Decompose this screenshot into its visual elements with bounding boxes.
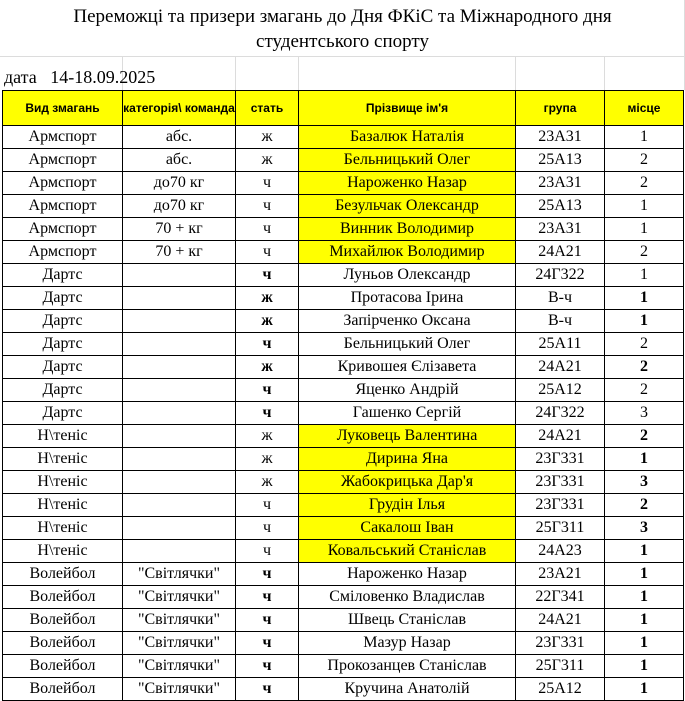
cell-category[interactable]: "Світлячки" [123,609,236,632]
cell-category[interactable]: "Світлячки" [123,678,236,701]
cell-sex[interactable]: ж [236,471,299,494]
table-row [3,195,684,218]
cell-name[interactable]: Запірченко Оксана [299,310,516,333]
cell-name[interactable]: Жабокрицька Дар'я [299,471,516,494]
cell-sex[interactable]: ж [236,310,299,333]
cell-sex[interactable]: ч [236,402,299,425]
cell-category[interactable] [123,494,236,517]
cell-place[interactable]: 1 [605,563,684,586]
cell-category[interactable] [123,540,236,563]
table-row [3,126,684,149]
cell-name[interactable]: Базалюк Наталія [299,126,516,149]
cell-name[interactable]: Винник Володимир [299,218,516,241]
cell-group[interactable]: 23А31 [516,218,605,241]
cell-group[interactable]: 25А13 [516,195,605,218]
date-label: дата 14-18.09.2025 [4,67,156,87]
table-row [3,563,684,586]
table-row [3,310,684,333]
cell-place[interactable]: 2 [605,333,684,356]
cell-name[interactable]: Грудін Ілья [299,494,516,517]
table-row [3,471,684,494]
cell-place[interactable]: 2 [605,172,684,195]
cell-group[interactable]: 24А21 [516,241,605,264]
cell-place[interactable]: 2 [605,425,684,448]
cell-category[interactable]: до70 кг [123,172,236,195]
cell-group[interactable]: 23Г331 [516,494,605,517]
header-sex[interactable]: стать [236,91,299,126]
cell-sex[interactable]: ч [236,264,299,287]
cell-place[interactable]: 2 [605,379,684,402]
cell-sex[interactable]: ч [236,195,299,218]
cell-sex[interactable]: ж [236,126,299,149]
cell-group[interactable]: 25А12 [516,379,605,402]
cell-category[interactable] [123,517,236,540]
header-row [3,91,684,126]
table-row [3,264,684,287]
table-row [3,678,684,701]
table-row [3,517,684,540]
cell-sport[interactable]: Н\теніс [3,425,123,448]
cell-sex[interactable]: ч [236,172,299,195]
cell-sex[interactable]: ж [236,149,299,172]
cell-sport[interactable]: Волейбол [3,632,123,655]
cell-category[interactable]: до70 кг [123,195,236,218]
cell-sport[interactable]: Дартс [3,379,123,402]
cell-sport[interactable]: Армспорт [3,172,123,195]
cell-category[interactable]: "Світлячки" [123,563,236,586]
cell-sex[interactable]: ч [236,563,299,586]
cell-place[interactable]: 3 [605,402,684,425]
cell-place[interactable]: 1 [605,310,684,333]
cell-name[interactable]: Яценко Андрій [299,379,516,402]
cell-group[interactable]: 23Г331 [516,448,605,471]
cell-name[interactable]: Кривошея Єлізавета [299,356,516,379]
cell-place[interactable]: 2 [605,241,684,264]
cell-name[interactable]: Луковець Валентина [299,425,516,448]
cell-sex[interactable]: ж [236,425,299,448]
cell-place[interactable]: 1 [605,287,684,310]
cell-sport[interactable]: Волейбол [3,563,123,586]
table-row [3,609,684,632]
cell-sport[interactable]: Дартс [3,310,123,333]
cell-sport[interactable]: Волейбол [3,678,123,701]
cell-group[interactable]: 24А21 [516,425,605,448]
cell-sport[interactable]: Н\теніс [3,471,123,494]
cell-category[interactable] [123,333,236,356]
cell-group[interactable]: 25А12 [516,678,605,701]
cell-category[interactable]: "Світлячки" [123,655,236,678]
cell-group[interactable]: 23А31 [516,126,605,149]
cell-name[interactable]: Кручина Анатолій [299,678,516,701]
cell-group[interactable]: В-ч [516,287,605,310]
cell-category[interactable]: абс. [123,149,236,172]
cell-place[interactable]: 1 [605,632,684,655]
cell-group[interactable]: 25Г311 [516,655,605,678]
cell-name[interactable]: Дирина Яна [299,448,516,471]
cell-place[interactable]: 1 [605,678,684,701]
cell-place[interactable]: 1 [605,448,684,471]
cell-category[interactable] [123,448,236,471]
table-row [3,172,684,195]
cell-sex[interactable]: ч [236,655,299,678]
cell-place[interactable]: 1 [605,218,684,241]
cell-place[interactable]: 2 [605,149,684,172]
cell-name[interactable]: Ковальський Станіслав [299,540,516,563]
date-row [0,56,685,90]
cell-sport[interactable]: Дартс [3,287,123,310]
page-title [0,0,685,56]
cell-group[interactable]: 23Г331 [516,632,605,655]
cell-name[interactable]: Нароженко Назар [299,563,516,586]
cell-group[interactable]: 24А23 [516,540,605,563]
table-row [3,448,684,471]
cell-sex[interactable]: ч [236,609,299,632]
cell-sport[interactable]: Н\теніс [3,517,123,540]
cell-category[interactable] [123,356,236,379]
cell-sport[interactable]: Армспорт [3,149,123,172]
cell-group[interactable]: 25А13 [516,149,605,172]
cell-name[interactable]: Луньов Олександр [299,264,516,287]
cell-category[interactable]: "Світлячки" [123,586,236,609]
table-row [3,402,684,425]
cell-name[interactable]: Мазур Назар [299,632,516,655]
cell-category[interactable] [123,310,236,333]
cell-sport[interactable]: Армспорт [3,241,123,264]
cell-name[interactable]: Протасова Ірина [299,287,516,310]
title-line-2: студентського спорту [256,31,429,52]
cell-name[interactable]: Бельницький Олег [299,149,516,172]
cell-place[interactable]: 1 [605,126,684,149]
cell-place[interactable]: 1 [605,586,684,609]
table-row [3,632,684,655]
cell-name[interactable]: Безульчак Олександр [299,195,516,218]
cell-sex[interactable]: ж [236,287,299,310]
cell-group[interactable]: 24А21 [516,609,605,632]
table-row [3,425,684,448]
cell-sport[interactable]: Волейбол [3,586,123,609]
cell-group[interactable]: 24Г322 [516,402,605,425]
cell-sport[interactable]: Армспорт [3,126,123,149]
table-row [3,218,684,241]
cell-place[interactable]: 3 [605,517,684,540]
cell-category[interactable] [123,471,236,494]
cell-sex[interactable]: ж [236,356,299,379]
cell-sport[interactable]: Н\теніс [3,494,123,517]
cell-sport[interactable]: Н\теніс [3,448,123,471]
table-row [3,540,684,563]
table-row [3,333,684,356]
cell-name[interactable]: Михайлюк Володимир [299,241,516,264]
table-row [3,655,684,678]
cell-sport[interactable]: Волейбол [3,609,123,632]
cell-place[interactable]: 3 [605,471,684,494]
cell-category[interactable] [123,425,236,448]
title-line-1: Переможці та призери змагань до Дня ФКіС та Міжнародного дня [73,6,612,27]
cell-category[interactable] [123,264,236,287]
cell-group[interactable]: 23А21 [516,563,605,586]
header-name[interactable]: Прізвище ім'я [299,91,516,126]
cell-group[interactable]: 22Г341 [516,586,605,609]
cell-sex[interactable]: ч [236,494,299,517]
cell-place[interactable]: 1 [605,540,684,563]
cell-sex[interactable]: ч [236,333,299,356]
cell-sex[interactable]: ч [236,632,299,655]
cell-sport[interactable]: Дартс [3,264,123,287]
table-row [3,149,684,172]
cell-category[interactable] [123,287,236,310]
cell-sport[interactable]: Армспорт [3,195,123,218]
cell-group[interactable]: 24А21 [516,356,605,379]
cell-name[interactable]: Швець Станіслав [299,609,516,632]
cell-name[interactable]: Гашенко Сергій [299,402,516,425]
cell-name[interactable]: Бельницький Олег [299,333,516,356]
cell-place[interactable]: 1 [605,655,684,678]
cell-sport[interactable]: Армспорт [3,218,123,241]
cell-sport[interactable]: Дартс [3,333,123,356]
cell-place[interactable]: 1 [605,609,684,632]
cell-category[interactable]: 70 + кг [123,241,236,264]
cell-category[interactable] [123,402,236,425]
table-row [3,287,684,310]
cell-sport[interactable]: Волейбол [3,655,123,678]
cell-place[interactable]: 2 [605,356,684,379]
cell-category[interactable]: абс. [123,126,236,149]
header-place[interactable]: місце [605,91,684,126]
cell-sport[interactable]: Дартс [3,356,123,379]
cell-sex[interactable]: ч [236,379,299,402]
cell-name[interactable]: Нароженко Назар [299,172,516,195]
cell-place[interactable]: 2 [605,494,684,517]
header-sport[interactable]: Вид змагань [3,91,123,126]
cell-group[interactable]: 23А31 [516,172,605,195]
cell-group[interactable]: 25А11 [516,333,605,356]
cell-sex[interactable]: ч [236,540,299,563]
results-table [2,90,684,701]
cell-group[interactable]: В-ч [516,310,605,333]
cell-place[interactable]: 1 [605,195,684,218]
cell-sex[interactable]: ч [236,241,299,264]
header-group[interactable]: група [516,91,605,126]
cell-category[interactable]: "Світлячки" [123,632,236,655]
cell-name[interactable]: Сміловенко Владислав [299,586,516,609]
cell-name[interactable]: Сакалош Іван [299,517,516,540]
cell-group[interactable]: 23Г331 [516,471,605,494]
table-row [3,379,684,402]
cell-sex[interactable]: ч [236,517,299,540]
cell-group[interactable]: 25Г311 [516,517,605,540]
cell-sex[interactable]: ж [236,448,299,471]
table-row [3,586,684,609]
cell-place[interactable]: 1 [605,264,684,287]
cell-category[interactable]: 70 + кг [123,218,236,241]
cell-sport[interactable]: Дартс [3,402,123,425]
cell-sex[interactable]: ч [236,678,299,701]
cell-sport[interactable]: Н\теніс [3,540,123,563]
cell-sex[interactable]: ч [236,586,299,609]
table-row [3,356,684,379]
cell-group[interactable]: 24Г322 [516,264,605,287]
table-row [3,494,684,517]
cell-sex[interactable]: ч [236,218,299,241]
cell-name[interactable]: Прокозанцев Станіслав [299,655,516,678]
cell-category[interactable] [123,379,236,402]
table-row [3,241,684,264]
header-category[interactable]: категорія\ команда [123,91,236,126]
